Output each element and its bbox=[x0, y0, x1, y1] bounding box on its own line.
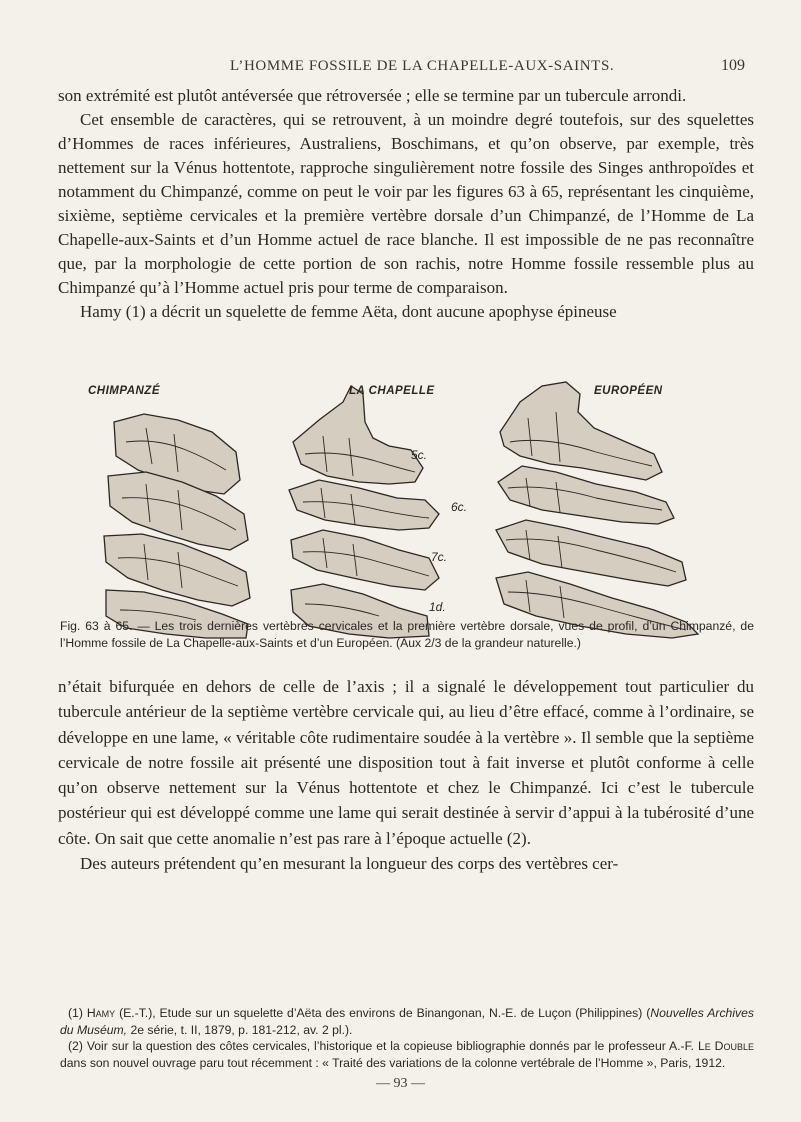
caption-figure-id: Fig. 63 à 65. bbox=[60, 619, 133, 633]
figure-panel-european bbox=[486, 372, 722, 640]
panel-label-chimpanzee: CHIMPANZÉ bbox=[88, 385, 161, 397]
panel-label-european: EUROPÉEN bbox=[594, 385, 663, 397]
footnote-1 bbox=[60, 1005, 754, 1038]
footnote-2 bbox=[60, 1038, 754, 1071]
footnote-1-text-b: 2e série, t. II, 1879, p. 181-212, av. 2 pl.). bbox=[127, 1022, 353, 1037]
page-number: 109 bbox=[721, 57, 745, 74]
vertebra-label-6c: 6c. bbox=[451, 500, 468, 514]
footnote-2-author: Le Double bbox=[697, 1039, 754, 1054]
paragraph: son extrémité est plutôt antéversée que rétroversée ; elle se termine par un tubercule arrondi. bbox=[58, 86, 687, 105]
european-vertebrae-drawing bbox=[486, 372, 722, 640]
footnote-1-number: (1) bbox=[68, 1006, 83, 1020]
paragraph: Des auteurs prétendent qu’en mesurant la longueur des corps des vertèbres cer- bbox=[80, 854, 619, 874]
vertebra-label-5c: 5c. bbox=[411, 448, 428, 462]
figure-panel-chimpanzee bbox=[86, 372, 266, 640]
vertebrae-figure bbox=[86, 372, 722, 640]
body-text-top bbox=[58, 84, 754, 324]
vertebra-label-7c: 7c. bbox=[431, 550, 448, 564]
la-chapelle-vertebrae-drawing bbox=[279, 372, 479, 640]
running-title: L’HOMME FOSSILE DE LA CHAPELLE-AUX-SAINTS. bbox=[230, 58, 615, 74]
figure-panel-la-chapelle bbox=[279, 372, 479, 640]
paragraph: n’était bifurquée en dehors de celle de l’axis ; il a signalé le développement tout particulier du tubercule antérieur de la septième vertèbre cervicale qui, au lieu d’être effacé, comme à l’ordinaire, se développe en une lame, « véritable côte rudimentaire soudée à la vertèbre ». Il semble que la septième cervicale de notre fossile ait présenté une disposition tout à fait inverse et plutôt conforme à celle qu’on observe nettement sur la Vénus hottentote et chez le Chimpanzé. Ici c’est le tubercule postérieur qui est développé comme une lame qui serait destinée à servir d’appui à la tubérosité d’une côte. On sait que cette anomalie n’est pas rare à l’époque actuelle (2). bbox=[58, 677, 754, 848]
footnote-2-text-a: Voir sur la question des côtes cervicales, l’historique et la copieuse bibliographie donnés par le professeur A.-F. bbox=[82, 1039, 698, 1054]
footnote-2-text-b: dans son nouvel ouvrage paru tout récemment : « Traité des variations de la colonne vertébrale de l’Homme », Paris, 1912. bbox=[60, 1055, 726, 1070]
body-text-bottom bbox=[58, 674, 754, 876]
figure-caption bbox=[60, 618, 754, 652]
paragraph: Hamy (1) a décrit un squelette de femme Aëta, dont aucune apophyse épineuse bbox=[80, 302, 617, 321]
footer-page-number: — 93 — bbox=[376, 1076, 425, 1091]
footnotes bbox=[60, 1005, 754, 1071]
vertebra-label-1d: 1d. bbox=[429, 600, 446, 614]
chimpanzee-vertebrae-drawing bbox=[86, 372, 266, 640]
paragraph: Cet ensemble de caractères, qui se retrouvent, à un moindre degré toutefois, sur des squelettes d’Hommes de races inférieures, Australiens, Boschimans, et qu’on observe, par exemple, très nettement sur la Vénus hottentote, rapproche singulièrement notre fossile des Singes anthropoïdes et notamment du Chimpanzé, comme on peut le voir par les figures 63 à 65, représentant les cinquième, sixième, septième cervicales et la première vertèbre dorsale d’un Chimpanzé, de l’Homme de La Chapelle-aux-Saints et d’un Homme actuel de race blanche. Il est impossible de ne pas reconnaître que, par la morphologie de cette portion de son rachis, notre Homme fossile ressemble plus au Chimpanzé qu’à l’Homme actuel pris pour terme de comparaison. bbox=[58, 110, 754, 297]
footnote-2-number: (2) bbox=[68, 1039, 83, 1054]
footnote-1-author: Hamy bbox=[86, 1006, 116, 1020]
footnote-1-text-a: (E.-T.), Etude sur un squelette d’Aëta des environs de Binangonan, N.-E. de Luçon (Philippines) ( bbox=[115, 1006, 651, 1020]
panel-label-la-chapelle: LA CHAPELLE bbox=[349, 385, 435, 397]
footnote-1-journal: Nouvelles Archives du Muséum, bbox=[60, 1006, 755, 1037]
caption-text: — Les trois dernières vertèbres cervicales et la première vertèbre dorsale, vues de profil, d’un Chimpanzé, de l’Homme fossile de La Chapelle-aux-Saints et d’un Européen. (Aux 2/3 de la grandeur naturelle.) bbox=[60, 619, 754, 650]
